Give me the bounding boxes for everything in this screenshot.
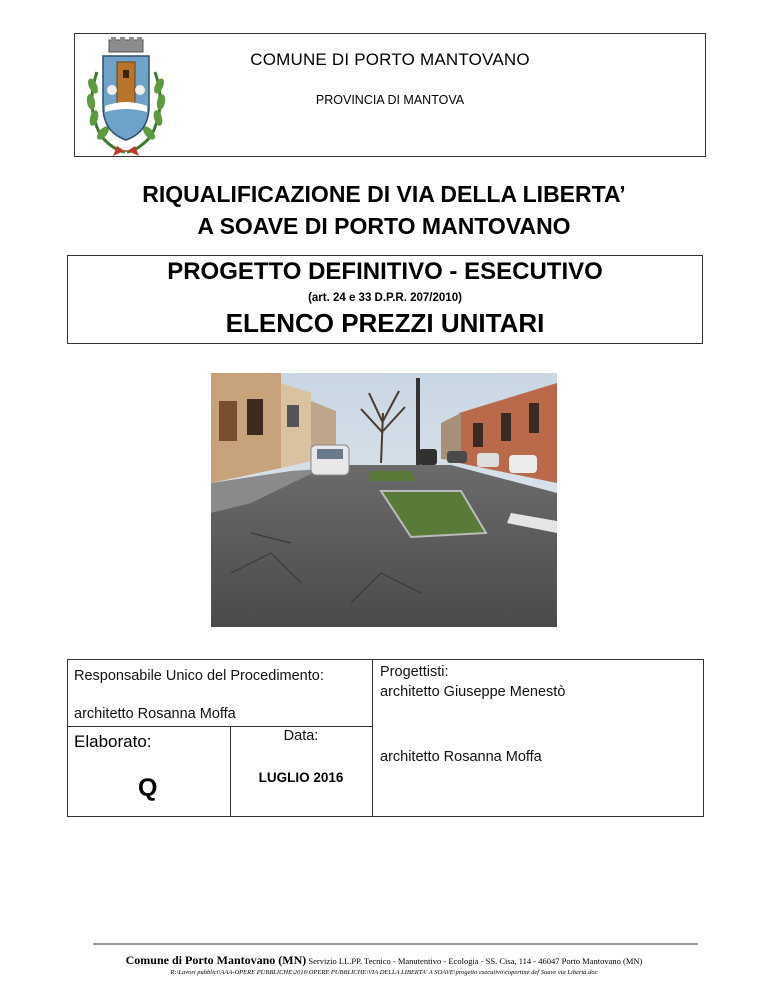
progettista-2: architetto Rosanna Moffa (380, 749, 542, 765)
project-title (0, 178, 768, 242)
project-title-line-1: RIQUALIFICAZIONE DI VIA DELLA LIBERTA’ (142, 181, 626, 207)
column-divider (372, 660, 373, 816)
elaborato-value: Q (138, 774, 158, 802)
footer-service: Servizio LL.PP. Tecnico - Manutentivo - Ecologia - SS. Cisa, 114 - 46047 Porto Mantovano (MN) (308, 956, 643, 966)
municipality-name: COMUNE DI PORTO MANTOVANO (250, 50, 530, 69)
header-box (74, 33, 706, 157)
project-type-box (67, 255, 703, 344)
law-reference: (art. 24 e 33 D.P.R. 207/2010) (308, 292, 462, 304)
progettisti-label: Progettisti: (380, 664, 449, 680)
data-value: LUGLIO 2016 (258, 770, 344, 785)
street-photo (211, 373, 557, 627)
footer-file-path: R:\Lavori pubblici\AAA-OPERE PUBBLICHE\2016\OPERE PUBBLICHE\VIA DELLA LIBERTA' A SOAVE\progetto esecutivo\copertine def Soave via Libertà.doc (170, 969, 598, 976)
progettista-1: architetto Giuseppe Menestò (380, 684, 566, 700)
footer-rule (93, 943, 698, 945)
province-name: PROVINCIA DI MANTOVA (315, 93, 465, 107)
row-divider (68, 726, 372, 727)
footer-entity-line (0, 953, 768, 968)
project-title-line-2: A SOAVE DI PORTO MANTOVANO (197, 213, 571, 239)
document-type: ELENCO PREZZI UNITARI (225, 308, 545, 338)
footer-entity: Comune di Porto Mantovano (MN) (125, 953, 307, 967)
rup-label: Responsabile Unico del Procedimento: (74, 668, 324, 684)
elaborato-label: Elaborato: (74, 732, 152, 751)
data-label: Data: (283, 728, 319, 744)
info-table (67, 659, 704, 817)
rup-name: architetto Rosanna Moffa (74, 706, 236, 722)
project-phase: PROGETTO DEFINITIVO - ESECUTIVO (167, 258, 603, 285)
